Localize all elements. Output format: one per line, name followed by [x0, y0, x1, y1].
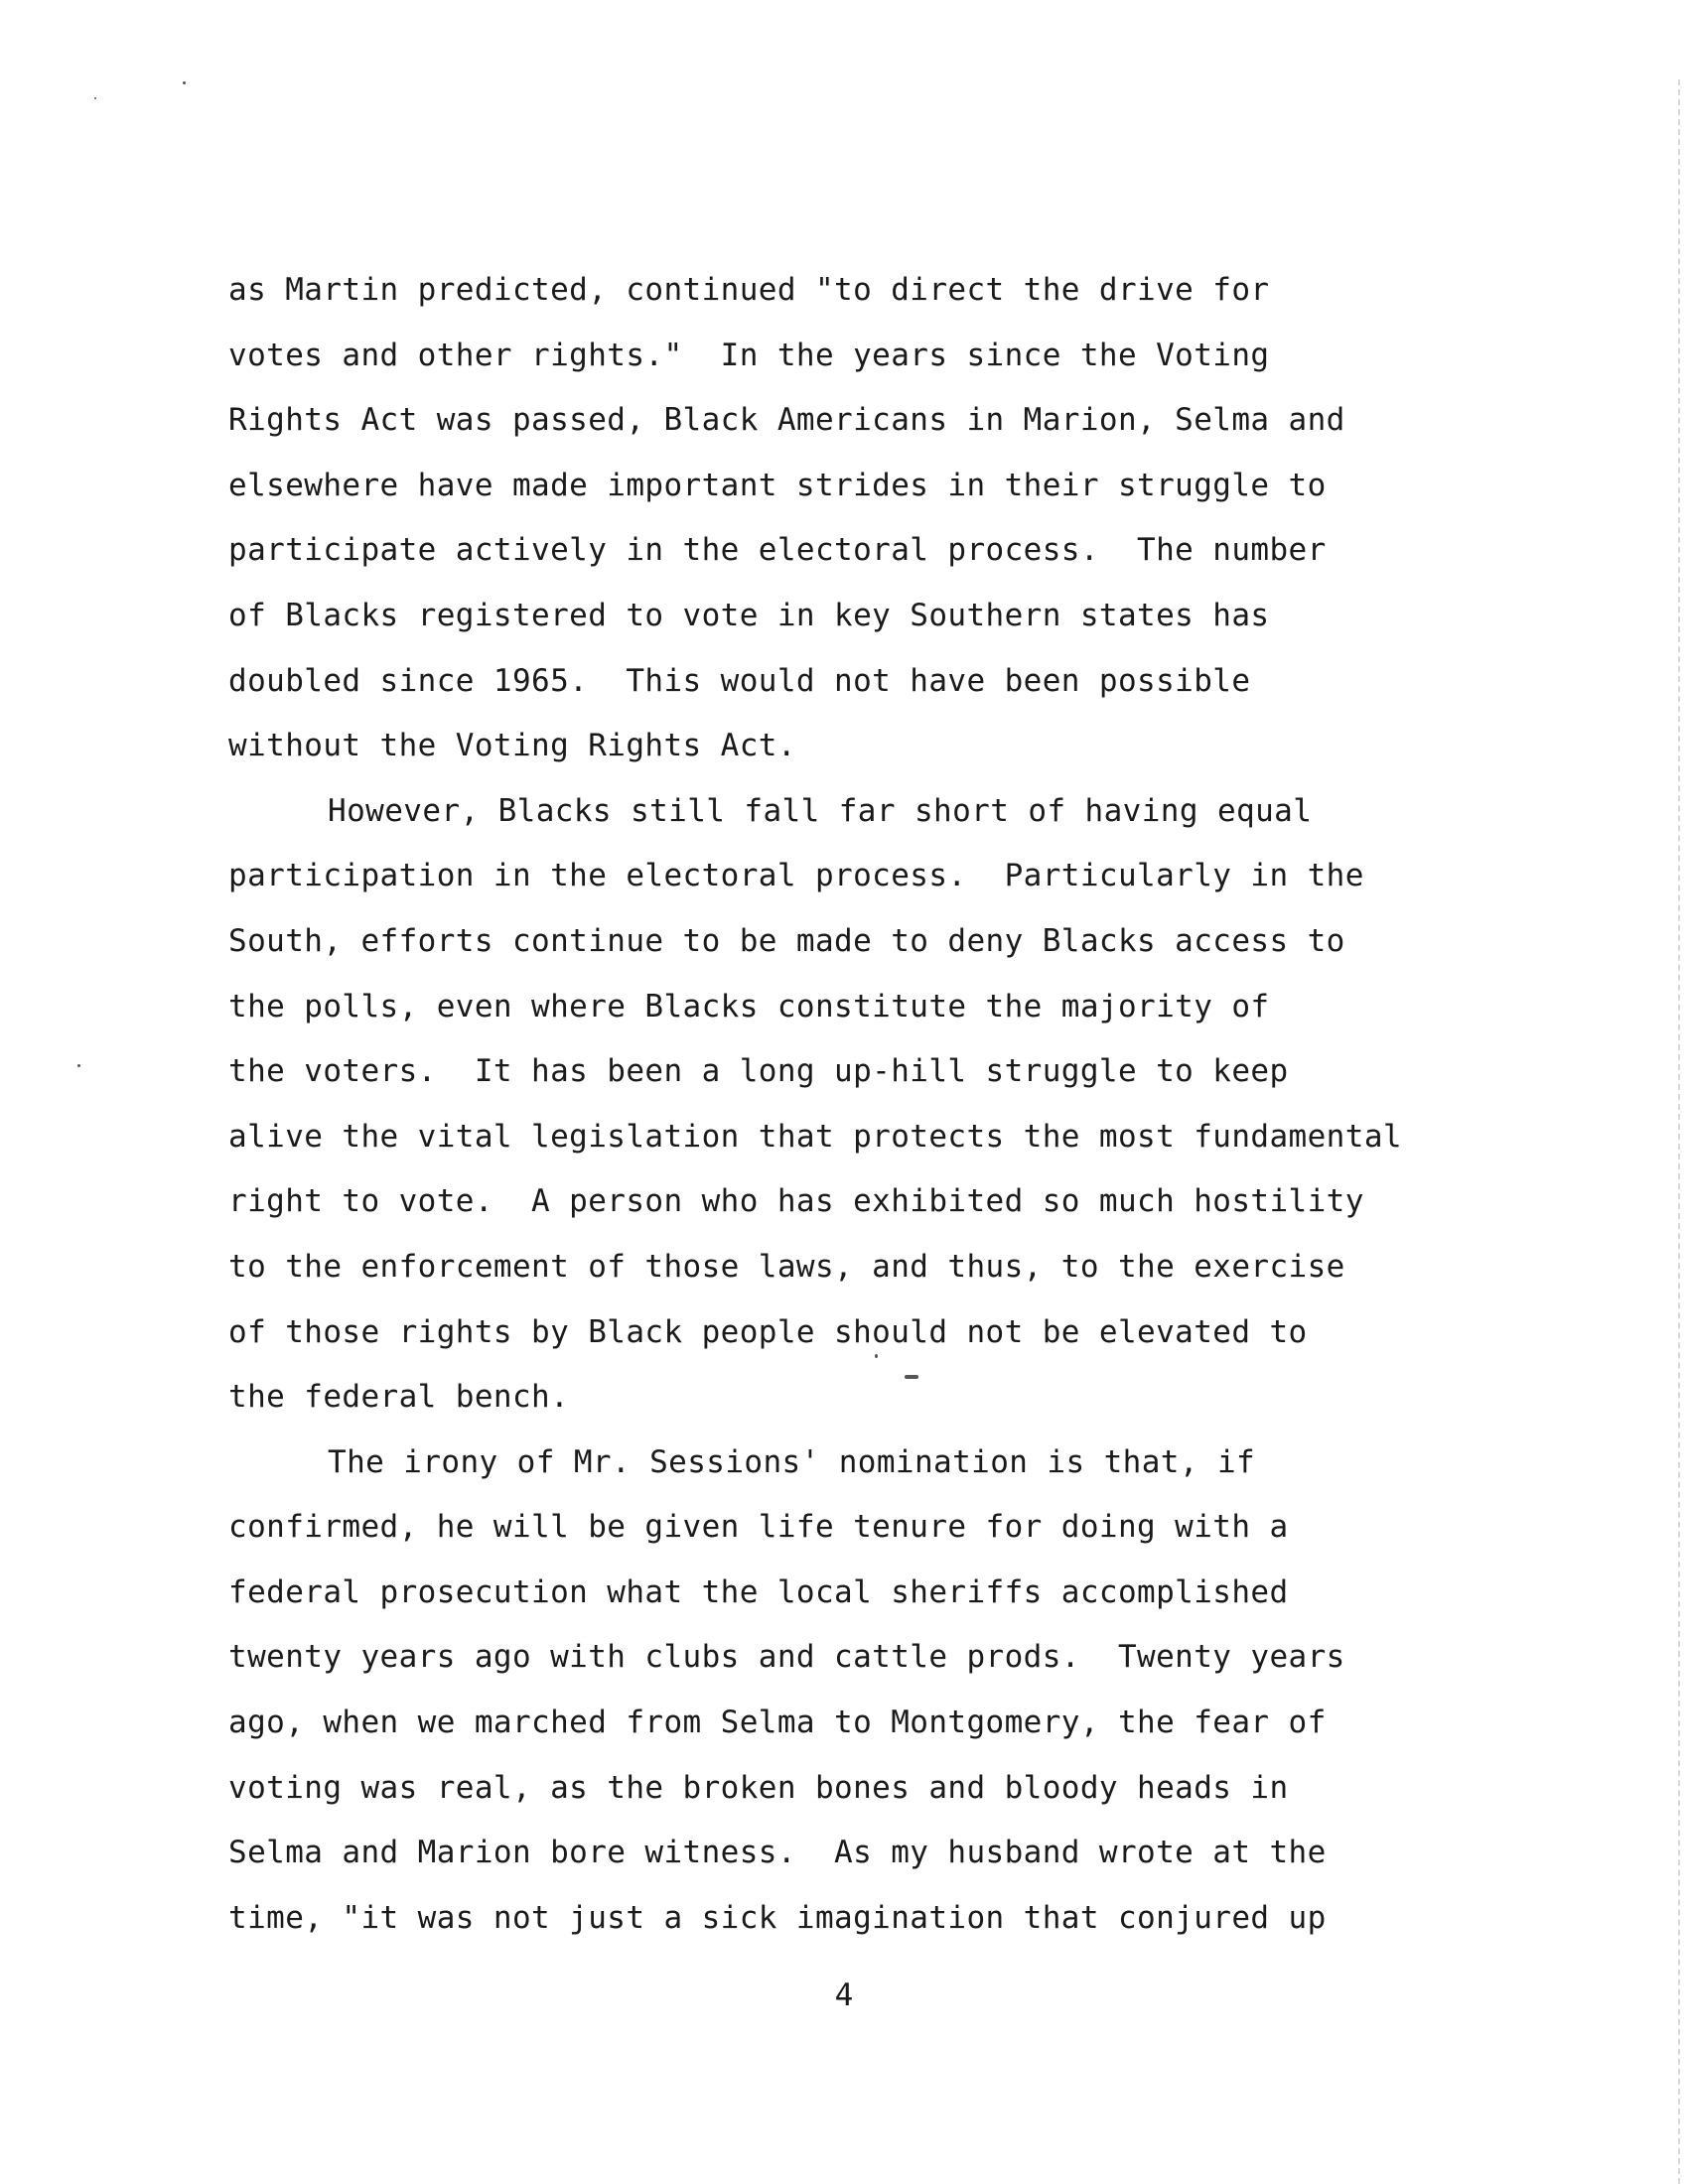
text-line: The irony of Mr. Sessions' nomination is that, if — [328, 1443, 1256, 1480]
text-line: the polls, even where Blacks constitute the majority of — [228, 988, 1270, 1024]
text-line: without the Voting Rights Act. — [228, 728, 796, 764]
text-line: However, Blacks still fall far short of having equal — [328, 792, 1313, 829]
text-line: votes and other rights." In the years since the Voting — [228, 337, 1270, 373]
text-line: alive the vital legislation that protects the most fundamental — [228, 1118, 1402, 1155]
text-line: federal prosecution what the local sheriffs accomplished — [228, 1573, 1289, 1610]
paragraph-3 — [228, 1431, 1460, 1952]
scan-speck — [905, 1375, 918, 1379]
paragraph-1 — [228, 258, 1460, 779]
scan-speck — [77, 1064, 80, 1067]
text-line: elsewhere have made important strides in their struggle to — [228, 467, 1327, 503]
text-line: participation in the electoral process. Particularly in the — [228, 858, 1364, 894]
scan-speck — [183, 81, 186, 84]
text-line: Selma and Marion bore witness. As my husband wrote at the — [228, 1835, 1327, 1871]
text-line: right to vote. A person who has exhibited so much hostility — [228, 1183, 1364, 1220]
text-line: voting was real, as the broken bones and bloody heads in — [228, 1769, 1289, 1806]
text-line: of those rights by Black people should not be elevated to — [228, 1313, 1308, 1350]
text-line: South, efforts continue to be made to deny Blacks access to — [228, 922, 1345, 959]
text-line: participate actively in the electoral process. The number — [228, 532, 1327, 569]
scan-edge-marks — [1678, 79, 1681, 2184]
text-line: time, "it was not just a sick imagination that conjured up — [228, 1899, 1327, 1936]
scan-speck — [875, 1354, 878, 1358]
paragraph-2 — [228, 779, 1460, 1431]
page-number: 4 — [834, 1978, 854, 2013]
text-line: confirmed, he will be given life tenure for doing with a — [228, 1509, 1289, 1546]
text-line: Rights Act was passed, Black Americans in Marion, Selma and — [228, 402, 1345, 439]
body-text — [228, 258, 1460, 1951]
text-line: to the enforcement of those laws, and thus, to the exercise — [228, 1248, 1345, 1285]
text-line: of Blacks registered to vote in key Southern states has — [228, 597, 1270, 633]
text-line: the voters. It has been a long up-hill struggle to keep — [228, 1053, 1289, 1090]
scan-speck — [94, 97, 96, 99]
text-line: as Martin predicted, continued "to direct the drive for — [228, 272, 1270, 308]
text-line: the federal bench. — [228, 1379, 570, 1416]
text-line: twenty years ago with clubs and cattle prods. Twenty years — [228, 1639, 1345, 1676]
text-line: ago, when we marched from Selma to Montgomery, the fear of — [228, 1705, 1327, 1741]
text-line: doubled since 1965. This would not have been possible — [228, 662, 1251, 699]
